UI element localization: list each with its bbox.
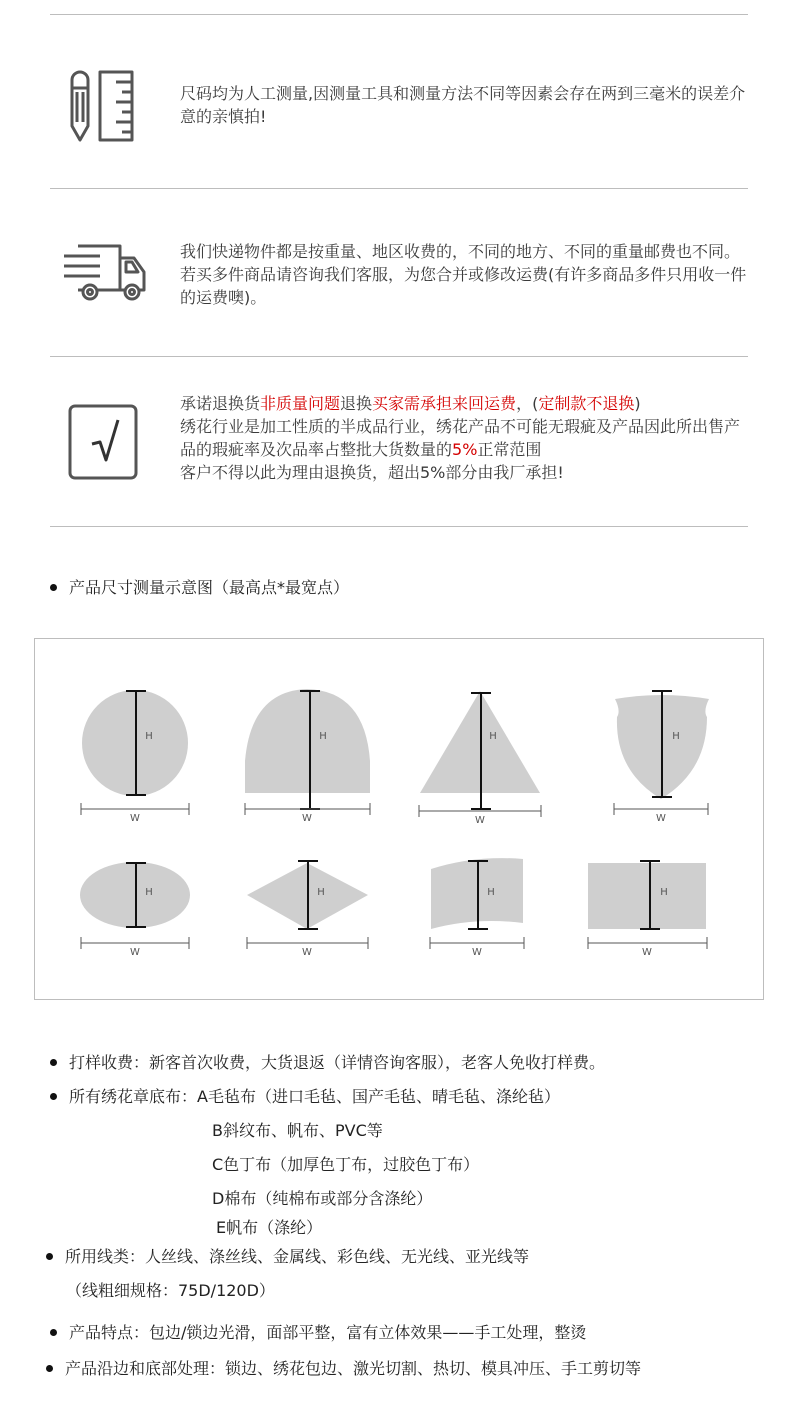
pencil-ruler-icon	[60, 66, 150, 146]
bullet-dot	[50, 1059, 57, 1066]
diagram-heading-text: 产品尺寸测量示意图（最高点*最宽点）	[69, 578, 350, 597]
size-diagram	[35, 639, 763, 999]
sampling-fee-text: 打样收费：新客首次收费，大货退返（详情咨询客服），老客人免收打样费。	[69, 1053, 606, 1072]
width-label: W	[475, 815, 485, 826]
divider	[50, 356, 748, 357]
return-policy-text: ，(	[516, 394, 539, 413]
fabric-item	[50, 1084, 560, 1107]
measurement-notice: 尺码均为人工测量,因测量工具和测量方法不同等因素会存在两到三毫米的误差介意的亲慎拍!	[180, 84, 746, 126]
width-label: W	[302, 813, 312, 824]
return-policy-text: 客户不得以此为理由退换货，超出5%部分由我厂承担!	[180, 463, 564, 482]
bullet-dot	[50, 584, 57, 591]
height-label: H	[487, 887, 495, 898]
feature-item	[50, 1320, 586, 1343]
return-policy-red: 非质量问题	[260, 394, 341, 413]
return-policy-notice	[180, 392, 750, 484]
fabric-text: 所有绣花章底布：A毛毡布（进口毛毡、国产毛毡、晴毛毡、涤纶毡）	[69, 1087, 560, 1106]
delivery-truck-icon	[60, 232, 150, 312]
width-label: W	[472, 947, 482, 958]
edge-processing-item	[46, 1356, 641, 1379]
return-policy-red: 5%	[452, 440, 478, 459]
return-policy-text: 正常范围	[477, 440, 542, 459]
divider	[50, 188, 748, 189]
height-label: H	[319, 731, 327, 742]
fabric-option-e: E帆布（涤纶）	[216, 1218, 323, 1237]
checkbox-checkmark-icon	[60, 402, 150, 482]
bullet-dot	[50, 1329, 57, 1336]
return-policy-red: 定制款不退换	[538, 394, 635, 413]
bullet-dot	[46, 1253, 53, 1260]
return-policy-text: 退换	[340, 394, 373, 413]
edge-processing-text: 产品沿边和底部处理：锁边、绣花包边、激光切割、热切、模具冲压、手工剪切等	[65, 1359, 642, 1378]
return-policy-red: 买家需承担来回运费	[372, 394, 517, 413]
shipping-notice: 我们快递物件都是按重量、地区收费的，不同的地方、不同的重量邮费也不同。若买多件商品请咨询我们客服，为您合并或修改运费(有许多商品多件只用收一件的运费噢)。	[180, 242, 747, 307]
return-policy-text: 绣花行业是加工性质的半成品行业，绣花产品不可能无瑕疵及产品因此所出售产品的瑕疵率及次品率占整批大货数量的	[180, 417, 741, 459]
bullet-dot	[46, 1365, 53, 1372]
fabric-option-b: B斜纹布、帆布、PVC等	[212, 1121, 383, 1140]
height-label: H	[145, 887, 153, 898]
feature-text: 产品特点：包边/锁边光滑，面部平整，富有立体效果——手工处理，整烫	[69, 1323, 587, 1342]
bullet-dot	[50, 1093, 57, 1100]
width-label: W	[656, 813, 666, 824]
height-label: H	[660, 887, 668, 898]
fabric-option-c: C色丁布（加厚色丁布，过胶色丁布）	[212, 1155, 480, 1174]
return-policy-text: )	[634, 394, 641, 413]
width-label: W	[130, 813, 140, 824]
size-diagram-frame	[34, 638, 764, 1000]
thread-text: 所用线类：人丝线、涤丝线、金属线、彩色线、无光线、亚光线等	[65, 1247, 530, 1266]
height-label: H	[317, 887, 325, 898]
divider	[50, 14, 748, 15]
width-label: W	[130, 947, 140, 958]
width-label: W	[642, 947, 652, 958]
thread-spec: （线粗细规格：75D/120D）	[66, 1281, 275, 1300]
width-label: W	[302, 947, 312, 958]
sampling-fee-item	[50, 1050, 605, 1073]
thread-item	[46, 1244, 529, 1267]
shape-arch	[245, 689, 370, 793]
fabric-option-d: D棉布（纯棉布或部分含涤纶）	[212, 1189, 433, 1208]
divider	[50, 526, 748, 527]
height-label: H	[672, 731, 680, 742]
shape-rectangle	[588, 863, 706, 929]
return-policy-text: 承诺退换货	[180, 394, 261, 413]
diagram-heading	[50, 575, 349, 598]
height-label: H	[145, 731, 153, 742]
height-label: H	[489, 731, 497, 742]
